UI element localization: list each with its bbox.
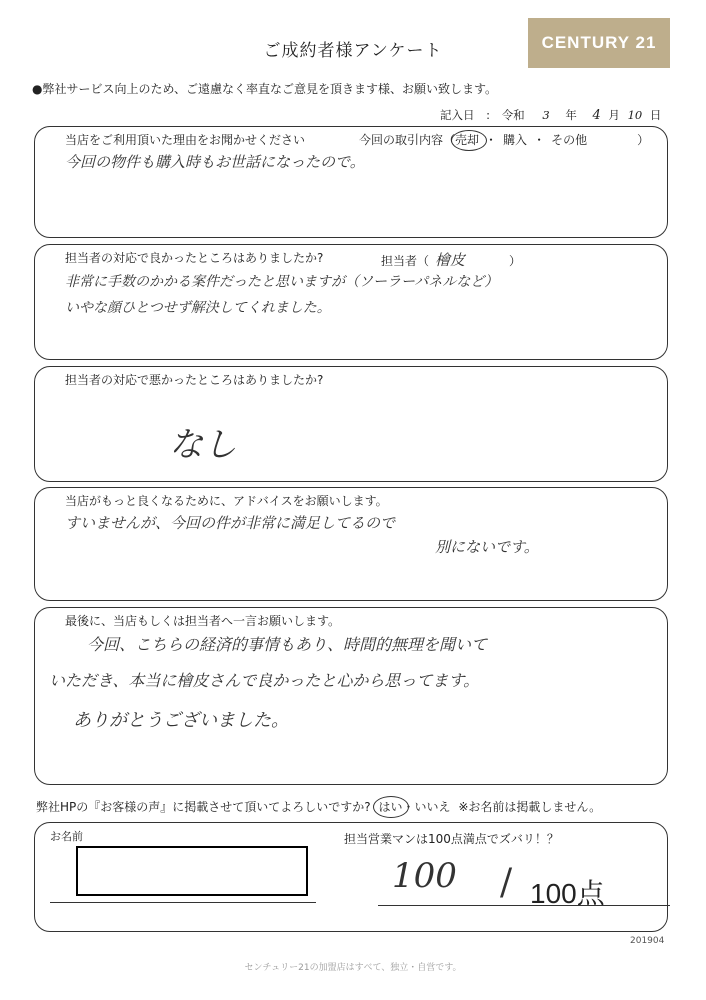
name-underline [50,902,316,903]
bad-section [34,366,668,482]
date-month-unit: 月 [608,108,620,122]
entry-date [440,107,661,123]
intro-text: ●弊社サービス向上のため、ご遠慮なく率直なご意見を頂きます様、お願い致します。 [32,82,498,96]
score-underline [378,905,670,906]
advice-question: 当店がもっと良くなるために、アドバイスをお願いします。 [65,494,388,508]
century21-logo: CENTURY 21 [528,18,670,68]
good-section [34,244,668,360]
date-year-unit: 年 [565,108,577,122]
staff-field [381,249,521,270]
option-other: その他 [551,133,588,147]
page-title: ご成約者様アンケート [263,41,443,61]
final-answer-line2: いただき、本当に檜皮さんで良かったと心から思ってます。 [49,671,480,690]
final-question: 最後に、当店もしくは担当者へ一言お願いします。 [65,614,341,628]
final-answer-line3: ありがとうございました。 [73,710,289,731]
staff-label: 担当者（ [381,254,430,268]
consent-row [36,798,601,815]
date-era: 令和 [501,108,525,122]
good-question: 担当者の対応で良かったところはありましたか? [65,251,324,265]
score-max: 100点 [530,878,605,909]
date-day: 10 [627,108,643,122]
option-buy: 購入 [503,133,528,147]
good-answer-line1: 非常に手数のかかる案件だったと思いますが（ソーラーパネルなど） [65,274,499,290]
score-slash: / [500,862,513,903]
bad-answer: なし [169,425,237,465]
staff-close: ） [509,254,522,268]
advice-answer-line1: すいませんが、今回の件が非常に満足してるので [65,514,396,532]
consent-yes: はい [378,800,402,814]
reason-answer: 今回の物件も購入時もお世話になったので。 [65,153,365,171]
advice-answer-line2: 別にないです。 [435,538,539,556]
option-separator: ・ [485,133,498,147]
advice-section [34,487,668,601]
score-value: 100 [392,856,457,896]
selected-circle [373,796,409,818]
consent-note: ※お名前は掲載しません。 [458,800,602,814]
date-day-unit: 日 [649,108,662,122]
date-year: 3 [542,108,550,122]
consent-no: いいえ [414,800,451,814]
consent-question: 弊社HPの『お客様の声』に掲載させて頂いてよろしいですか? [36,800,371,814]
final-answer-line1: 今回、こちらの経済的事情もあり、時間的無理を聞いて [87,635,488,654]
transaction-close: ） [637,133,650,147]
footer-note: センチュリー21の加盟店はすべて、独立・自営です。 [244,963,462,973]
score-question: 担当営業マンは100点満点でズバリ！？ [344,832,559,846]
reason-section [34,126,668,238]
staff-name: 檜皮 [435,251,466,269]
transaction-label: 今回の取引内容（ [359,133,456,147]
consent-separator: ・ [402,800,415,814]
final-section [34,607,668,785]
option-separator: ・ [533,133,546,147]
name-label: お名前 [50,830,83,843]
form-code: 201904 [630,936,665,946]
reason-question: 当店をご利用頂いた理由をお聞かせください [65,133,306,147]
redacted-name [76,846,308,896]
date-colon: : [486,108,491,122]
selected-circle [451,130,487,151]
date-month: 4 [592,108,601,123]
good-answer-line2: いやな顔ひとつせず解決してくれました。 [65,300,331,316]
date-label: 記入日 [440,108,475,122]
bad-question: 担当者の対応で悪かったところはありましたか? [65,373,324,387]
transaction-type [359,131,649,148]
option-sell: 売却 [455,133,479,147]
